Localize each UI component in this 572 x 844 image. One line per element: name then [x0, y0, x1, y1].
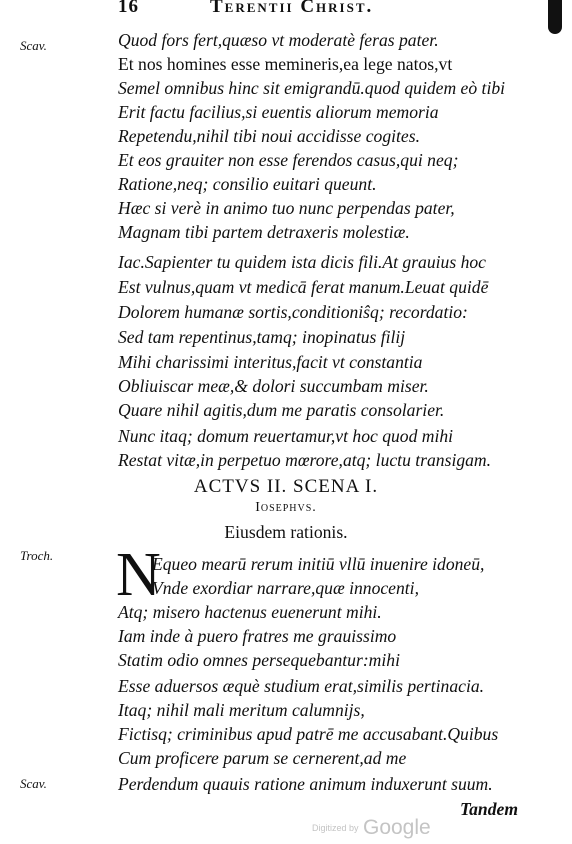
verse-line: Quod fors fert,quæso vt moderatè feras pater. [118, 30, 439, 50]
verse-line: Est vulnus,quam vt medicā ferat manum.Leuat quidē [118, 277, 489, 297]
verse-line: Et eos grauiter non esse ferendos casus,qui neq; [118, 150, 459, 170]
verse-line: Erit factu facilius,si euentis aliorum memoria [118, 102, 439, 122]
watermark-prefix: Digitized by [312, 823, 359, 833]
margin-speaker-scaurus-2: Scav. [20, 776, 47, 791]
speaker-heading: Iosephvs. [255, 500, 317, 515]
running-title: Terentii Christ. [210, 0, 374, 17]
act-scene-heading: ACTVS II. SCENA I. [193, 476, 379, 497]
verse-line: Nunc itaq; domum reuertamur,vt hoc quod mihi [118, 426, 454, 446]
verse-line: Perdendum quauis ratione animum induxerunt suum. [118, 774, 493, 794]
watermark-brand: Google [362, 816, 431, 839]
verse-line: Fictisq; criminibus apud patrē me accusabant.Quibus [118, 724, 499, 744]
verse-line: Repetendu,nihil tibi noui accidisse cogites. [118, 126, 420, 146]
verse-line: Ratione,neq; consilio euitari queunt. [118, 174, 377, 194]
verse-line: Dolorem humanæ sortis,conditioniŝq; recordatio: [118, 302, 468, 322]
verse-line: Itaq; nihil mali meritum calumnijs, [118, 700, 365, 720]
verse-line: Statim odio omnes persequebantur:mihi [118, 650, 400, 670]
digitization-watermark [312, 816, 431, 840]
verse-line: Hæc si verè in animo tuo nunc perpendas pater, [118, 198, 455, 218]
meter-heading: Eiusdem rationis. [224, 522, 348, 542]
verse-line: Obliuiscar meæ,& dolori succumbam miser. [118, 376, 429, 396]
verse-line: Cum proficere parum se cernerent,ad me [118, 748, 407, 768]
verse-line: Atq; misero hactenus euenerunt mihi. [118, 602, 382, 622]
margin-speaker-trochaic: Troch. [20, 548, 54, 563]
verse-line: Quare nihil agitis,dum me paratis consolarier. [118, 400, 445, 420]
verse-line: Equeo mearū rerum initiū vllū inuenire idoneū, [152, 554, 485, 574]
verse-line: Vnde exordiar narrare,quæ innocenti, [152, 578, 419, 598]
verse-line: Magnam tibi partem detraxeris molestiæ. [118, 222, 410, 242]
verse-line: Iam inde à puero fratres me grauissimo [118, 626, 397, 646]
margin-speaker-scaurus: Scav. [20, 38, 47, 53]
verse-line: Semel omnibus hinc sit emigrandū.quod quidem eò tibi [118, 78, 506, 98]
verse-line: Et nos homines esse memineris,ea lege natos,vt [118, 54, 453, 74]
verse-line: Mihi charissimi interitus,facit vt constantia [118, 352, 423, 372]
page-number: 16 [118, 0, 139, 17]
verse-line: Esse aduersos æquè studium erat,similis pertinacia. [118, 676, 485, 696]
verse-line: Restat vitæ,in perpetuo mœrore,atq; luctu transigam. [118, 450, 492, 470]
catchword: Tandem [460, 799, 519, 819]
running-head [118, 0, 538, 20]
verse-line: Sed tam repentinus,tamq; inopinatus filij [118, 327, 406, 347]
ink-blot [548, 0, 562, 34]
drop-cap: N [116, 541, 161, 609]
verse-line: Iac.Sapienter tu quidem ista dicis fili.At grauius hoc [118, 252, 486, 272]
